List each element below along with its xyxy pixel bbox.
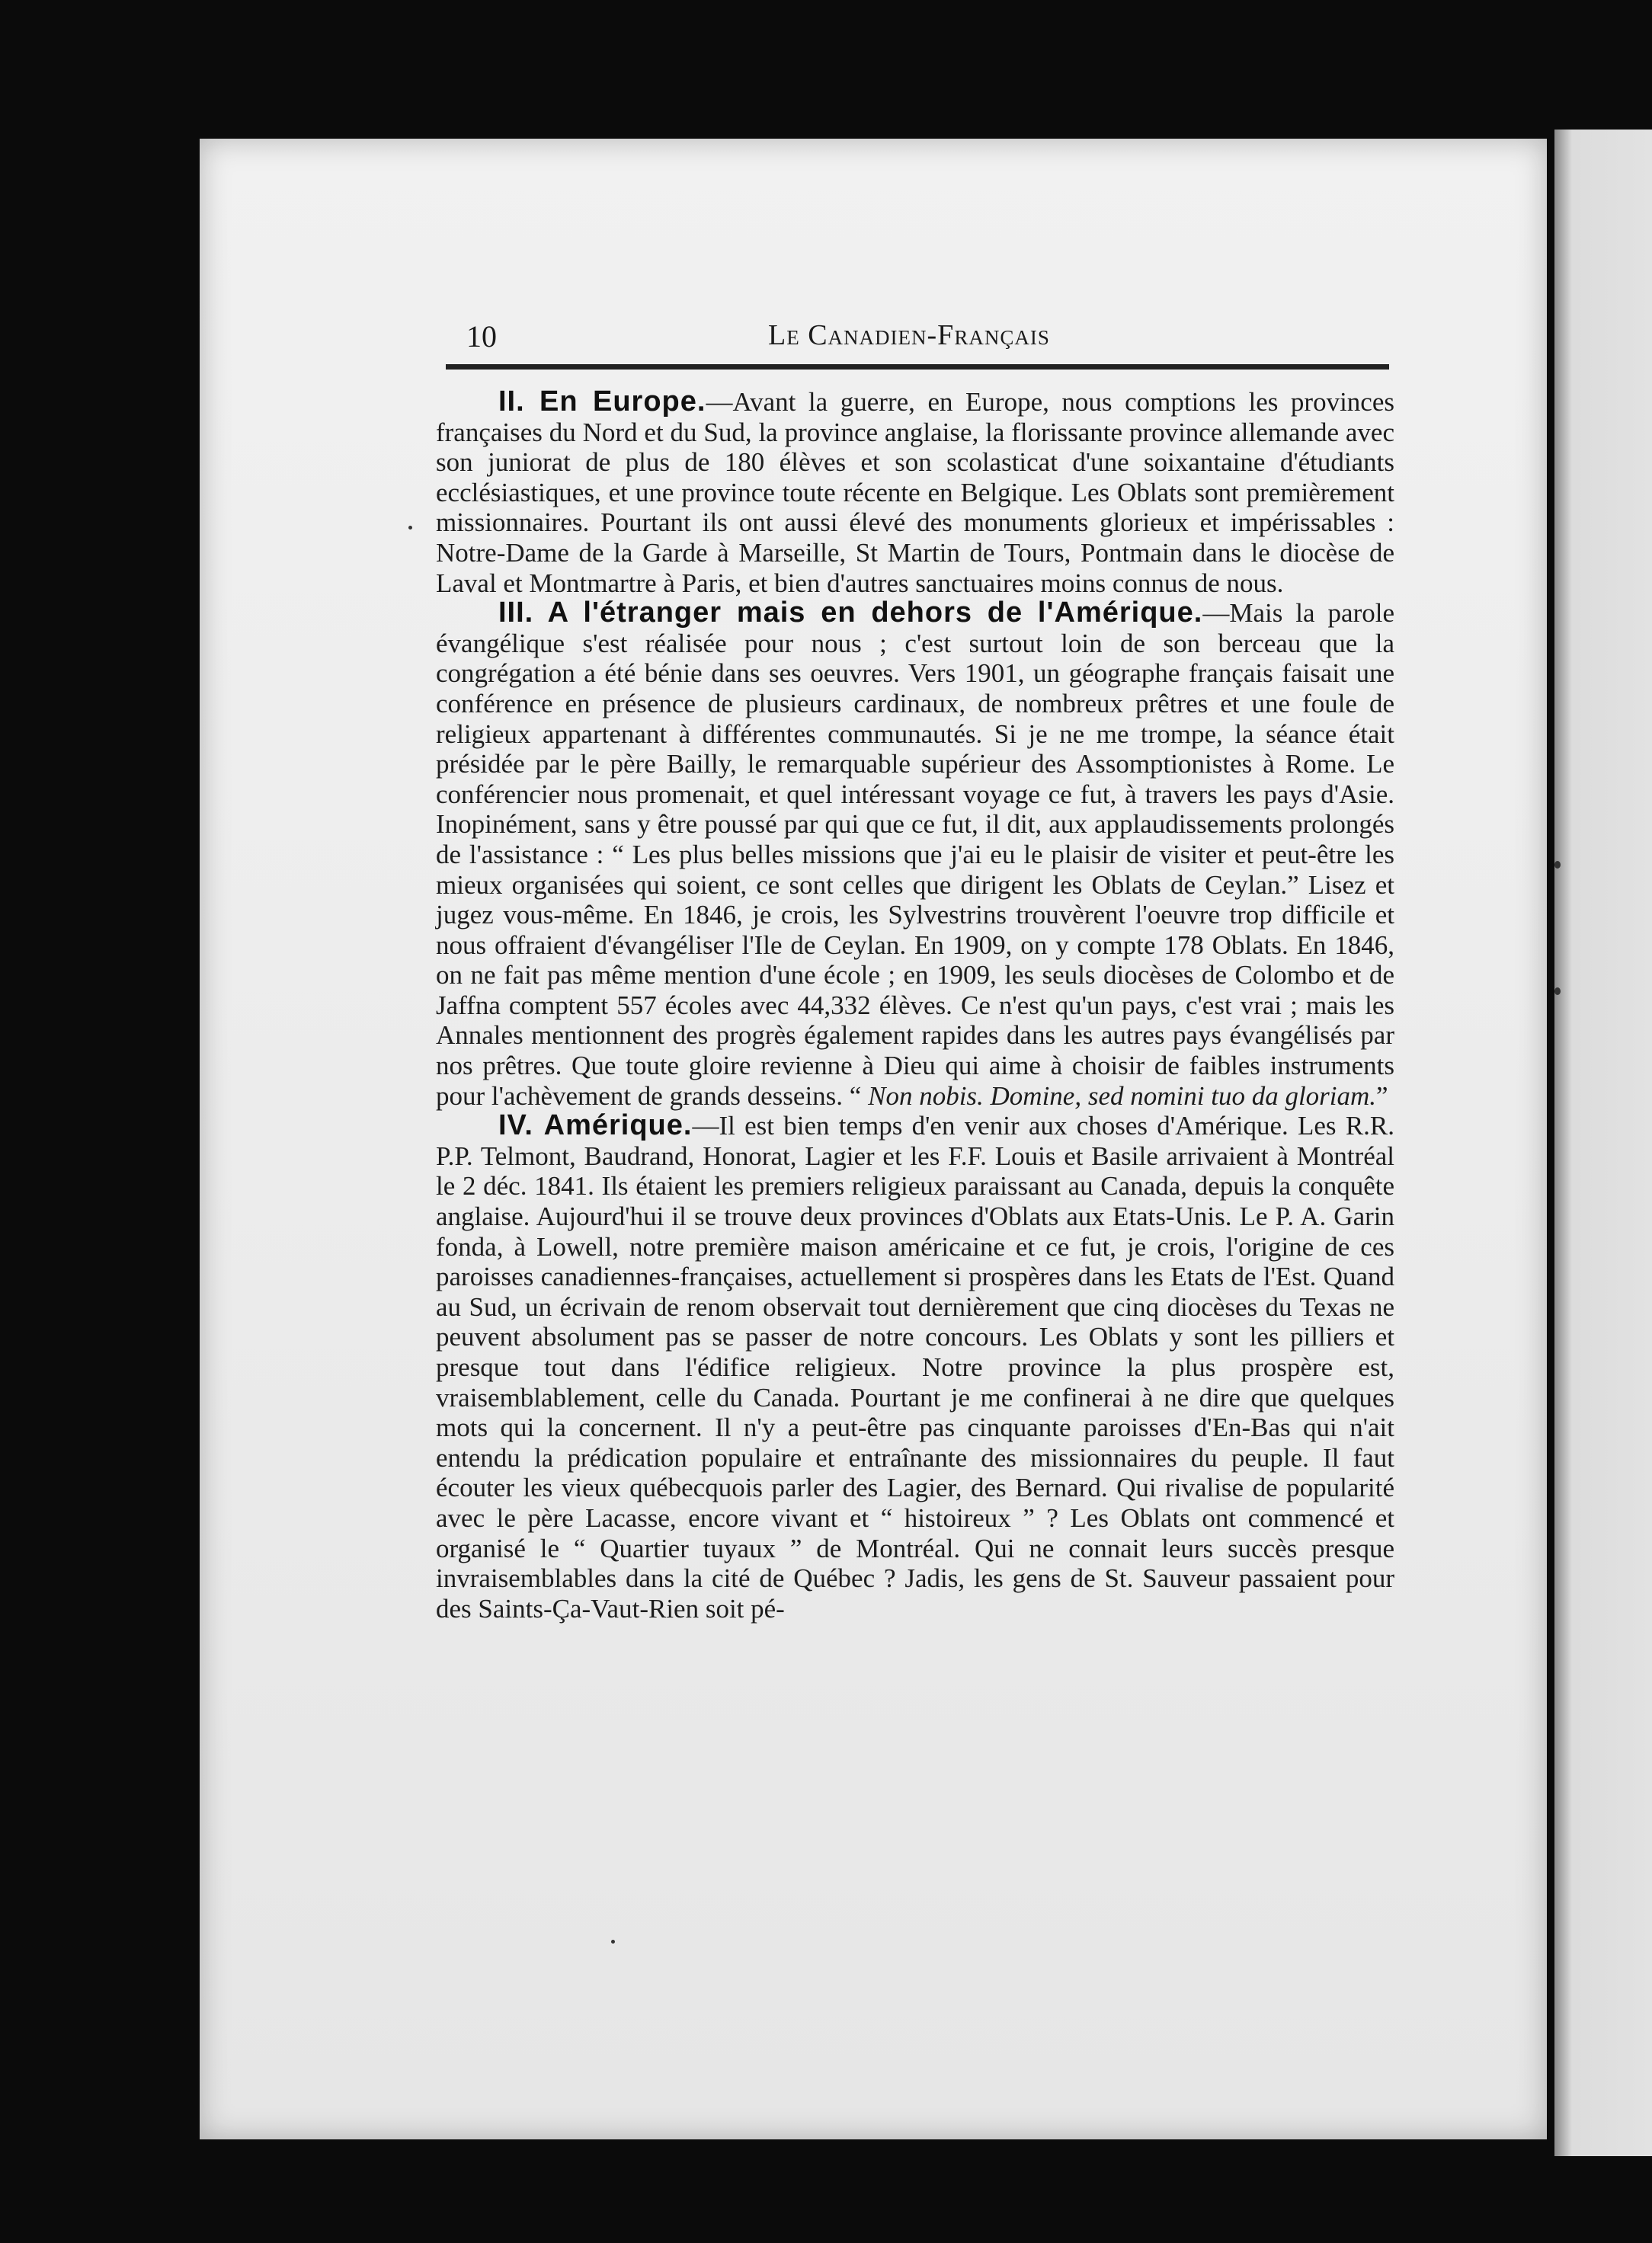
page-number: 10 [466,319,497,354]
quote-close: ” [1376,1080,1388,1111]
page-speck [1554,861,1561,869]
page-speck [1554,987,1561,995]
section-text: —Avant la guerre, en Europe, nous comptions les provinces françaises du Nord et du Sud, la province anglaise, la florissante province allemande avec son juniorat de plus de 180 élèves et son scolasticat d'une soixantaine d'étudiants ecclésiastiques, et une province toute récente en Belgique. Les Oblats sont premièrement missionnaires. Pourtant ils ont aussi élevé des monuments glorieux et impérissables : Notre-Dame de la Garde à Marseille, St Martin de Tours, Pontmain dans le diocèse de Laval et Montmartre à Paris, et bien d'autres sanctuaires moins connus de nous. [436,387,1395,598]
section-text: —Mais la parole évangélique s'est réalisée pour nous ; c'est surtout loin de son berceau que la congrégation a été bénie dans ses oeuvres. Vers 1901, un géographe français faisait une conférence en présence de plusieurs cardinaux, de nombreux prêtres et une foule de religieux appartenant à différentes communautés. Si je ne me trompe, la séance était présidée par le père Bailly, le remarquable supérieur des Assomptionistes à Rome. Le conférencier nous promenait, et quel intéressant voyage ce fut, à travers les pays d'Asie. Inopinément, sans y être poussé par qui que ce fut, il dit, aux applaudissements prolongés de l'assistance : “ Les plus belles missions que j'ai eu le plaisir de visiter et peut-être les mieux organisées qui soient, ce sont celles que dirigent les Oblats de Ceylan.” Lisez et jugez vous-même. En 1846, je crois, les Sylvestrins trouvèrent l'oeuvre trop difficile et nous offraient d'évangéliser l'Ile de Ceylan. En 1909, on y compte 178 Oblats. En 1846, on ne fait pas même mention d'une école ; en 1909, les seuls diocèses de Colombo et de Jaffna comptent 557 écoles avec 44,332 élèves. Ce n'est qu'un pays, c'est vrai ; mais les Annales mentionnent des progrès également rapides dans les autres pays évangélisés par nos prêtres. Que toute gloire revienne à Dieu qui aime à choisir de faibles instruments pour l'achèvement de grands desseins. “ [436,598,1394,1111]
section-text: —Il est bien temps d'en venir aux choses d'Amérique. Les R.R. P.P. Telmont, Baudrand, Honorat, Lagier et les F.F. Louis et Basile arrivaient à Montréal le 2 déc. 1841. Ils étaient les premiers religieux paraissant au Canada, depuis la conquête anglaise. Aujourd'hui il se trouve deux provinces d'Oblats aux Etats-Unis. Le P. A. Garin fonda, à Lowell, notre première maison américaine et ce fut, je crois, l'origine de ces paroisses canadiennes-françaises, actuellement si prospères dans les Etats de l'Est. Quand au Sud, un écrivain de renom observait tout dernièrement que cinq diocèses du Texas ne peuvent absolument pas se passer de notre concours. Les Oblats y sont les pilliers et presque tout dans l'édifice religieux. Notre province la plus prospère est, vraisemblablement, celle du Canada. Pourtant je me confinerai à ne dire que quelques mots qui la concernent. Il n'y a peut-être pas cinquante paroisses d'En-Bas qui n'ait entendu la prédication populaire et entraînante des missionnaires du peuple. Il faut écouter les vieux québecquois parler des Lagier, des Bernard. Qui rivalise de popularité avec le père Lacasse, encore vivant et “ histoireux ” ? Les Oblats ont commencé et organisé le “ Quartier tuyaux ” de Montréal. Qui ne connait leurs succès presque invraisemblables dans la cité de Québec ? Jadis, les gens de St. Sauveur passaient pour des Saints-Ça-Vaut-Rien soit pé- [436,1111,1395,1624]
running-title: Le Canadien-Français [768,319,1050,351]
page-header [466,318,1397,364]
article-body [436,387,1394,1624]
section-heading: II. En Europe. [498,386,706,418]
page-speck [408,526,412,530]
section-heading: III. A l'étranger mais en dehors de l'Amérique. [498,597,1203,629]
section-europe [436,387,1394,598]
section-heading: IV. Amérique. [498,1109,693,1142]
header-rule [446,364,1389,370]
section-etranger [436,598,1394,1111]
page-speck [611,1940,615,1944]
section-amerique [436,1111,1394,1624]
facing-page-edge [1554,130,1652,2156]
latin-quote: Non nobis. Domine, sed nomini tuo da gloriam. [868,1080,1377,1111]
